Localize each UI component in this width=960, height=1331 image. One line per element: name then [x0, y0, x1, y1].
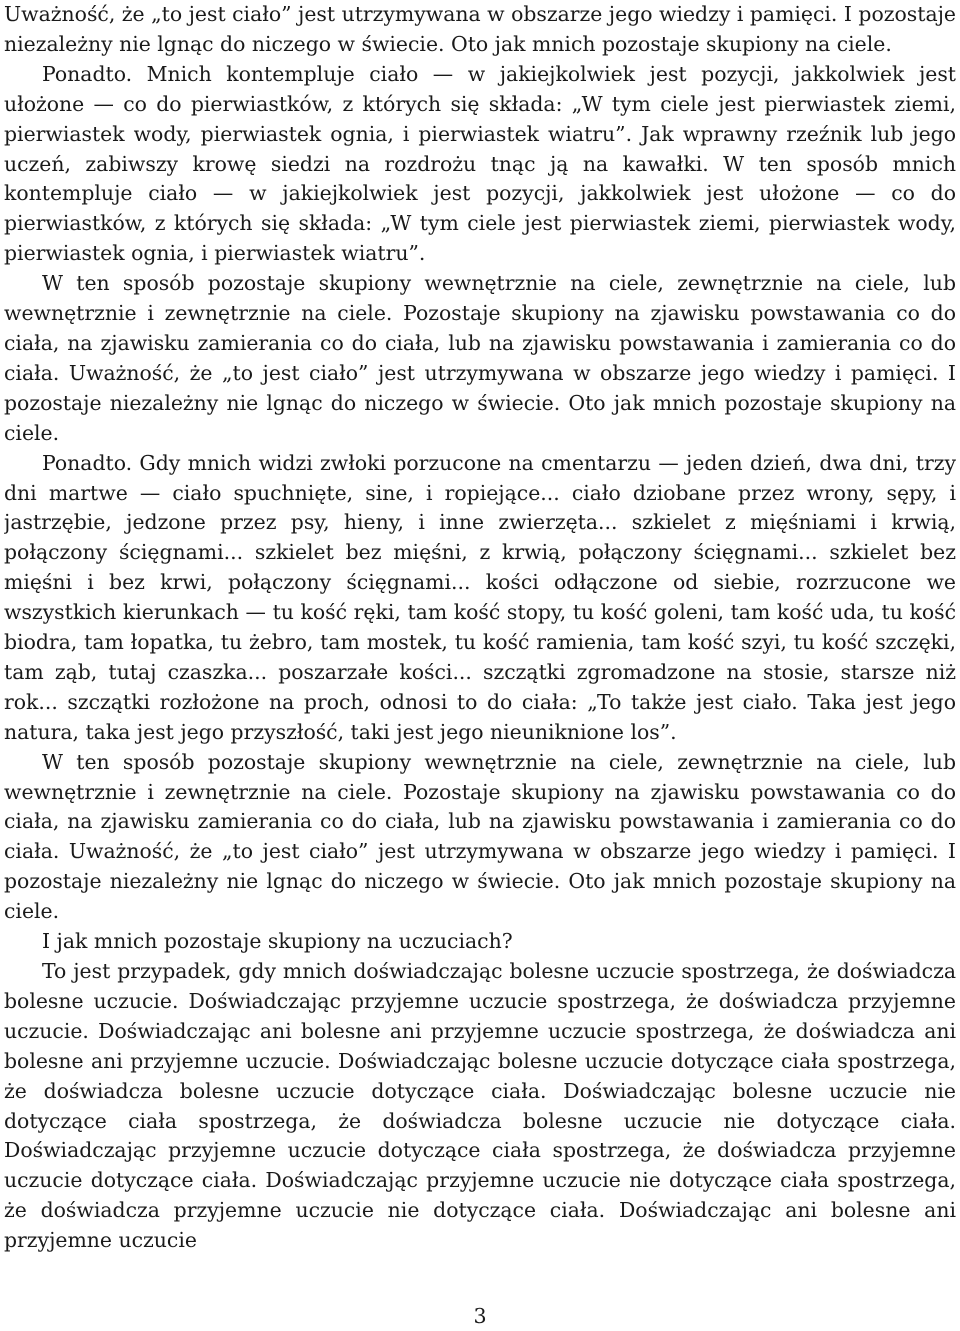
body-text: [4, 0, 956, 1292]
paragraph-4: Ponadto. Gdy mnich widzi zwłoki porzucone na cmentarzu — jeden dzień, dwa dni, trzy dni martwe — ciało spuchnięte, sine, i ropiejące... ciało dziobane przez wrony, sępy, i jastrzębie, jedzone przez psy, hieny, i inne zwierzęta... szkielet z mięśniami i krwią, połączony ścięgnami... szkielet bez mięśni, z krwią, połączony ścięgnami... szkielet bez mięśni i bez krwi, połączony ścięgnami... kości odłączone od siebie, rozrzucone we wszystkich kierunkach — tu kość ręki, tam kość stopy, tu kość goleni, tam kość uda, tu kość biodra, tam łopatka, tu żebro, tam mostek, tu kość ramienia, tam kość szyi, tu kość szczęki, tam ząb, tutaj czaszka... poszarzałe kości... szczątki zgromadzone na stosie, starsze niż rok... szczątki rozłożone na proch, odnosi to do ciała: „To także jest ciało. Taka jest jego natura, taka jest jego przyszłość, taki jest jego nieuniknione los”.: [4, 450, 956, 744]
paragraph-7: To jest przypadek, gdy mnich doświadczając bolesne uczucie spostrzega, że doświadcza bolesne uczucie. Doświadczając przyjemne uczucie spostrzega, że doświadcza przyjemne uczucie. Doświadczając ani bolesne ani przyjemne uczucie spostrzega, że doświadcza ani bolesne ani przyjemne uczucie. Doświadczając bolesne uczucie dotyczące ciała spostrzega, że doświadcza bolesne uczucie dotyczące ciała. Doświadczając bolesne uczucie nie dotyczące ciała spostrzega, że doświadcza bolesne uczucie nie dotyczące ciała. Doświadczając przyjemne uczucie dotyczące ciała spostrzega, że doświadcza przyjemne uczucie dotyczące ciała. Doświadczając przyjemne uczucie nie dotyczące ciała spostrzega, że doświadcza przyjemne uczucie nie dotyczące ciała. Doświadczając ani bolesne ani przyjemne uczucie: [4, 959, 956, 1253]
paragraph-6: I jak mnich pozostaje skupiony na uczuciach?: [42, 929, 513, 954]
document-page: [4, 0, 956, 1331]
paragraph-2: Ponadto. Mnich kontempluje ciało — w jakiejkolwiek jest pozycji, jakkolwiek jest ułożone — co do pierwiastków, z których się składa: „W tym ciele jest pierwiastek ziemi, pierwiastek wody, pierwiastek ognia, i pierwiastek wiatru”. Jak wprawny rzeźnik lub jego uczeń, zabiwszy krowę siedzi na rozdrożu tnąc ją na kawałki. W ten sposób mnich kontempluje ciało — w jakiejkolwiek jest pozycji, jakkolwiek jest ułożone — co do pierwiastków, z których się składa: „W tym ciele jest pierwiastek ziemi, pierwiastek wody, pierwiastek ognia, i pierwiastek wiatru”.: [4, 61, 956, 266]
paragraph-3: W ten sposób pozostaje skupiony wewnętrznie na ciele, zewnętrznie na ciele, lub wewnętrznie i zewnętrznie na ciele. Pozostaje skupiony na zjawisku powstawania co do ciała, na zjawisku zamierania co do ciała, lub na zjawisku powstawania i zamierania co do ciała. Uważność, że „to jest ciało” jest utrzymywana w obszarze jego wiedzy i pamięci. I pozostaje niezależny nie lgnąc do niczego w świecie. Oto jak mnich pozostaje skupiony na ciele.: [4, 271, 956, 445]
paragraph-5: W ten sposób pozostaje skupiony wewnętrznie na ciele, zewnętrznie na ciele, lub wewnętrznie i zewnętrznie na ciele. Pozostaje skupiony na zjawisku powstawania co do ciała, na zjawisku zamierania co do ciała, lub na zjawisku powstawania i zamierania co do ciała. Uważność, że „to jest ciało” jest utrzymywana w obszarze jego wiedzy i pamięci. I pozostaje niezależny nie lgnąc do niczego w świecie. Oto jak mnich pozostaje skupiony na ciele.: [4, 749, 956, 924]
paragraph-1: Uważność, że „to jest ciało” jest utrzymywana w obszarze jego wiedzy i pamięci. I pozostaje niezależny nie lgnąc do niczego w świecie. Oto jak mnich pozostaje skupiony na ciele.: [4, 2, 956, 56]
page-number: 3: [473, 1304, 487, 1328]
